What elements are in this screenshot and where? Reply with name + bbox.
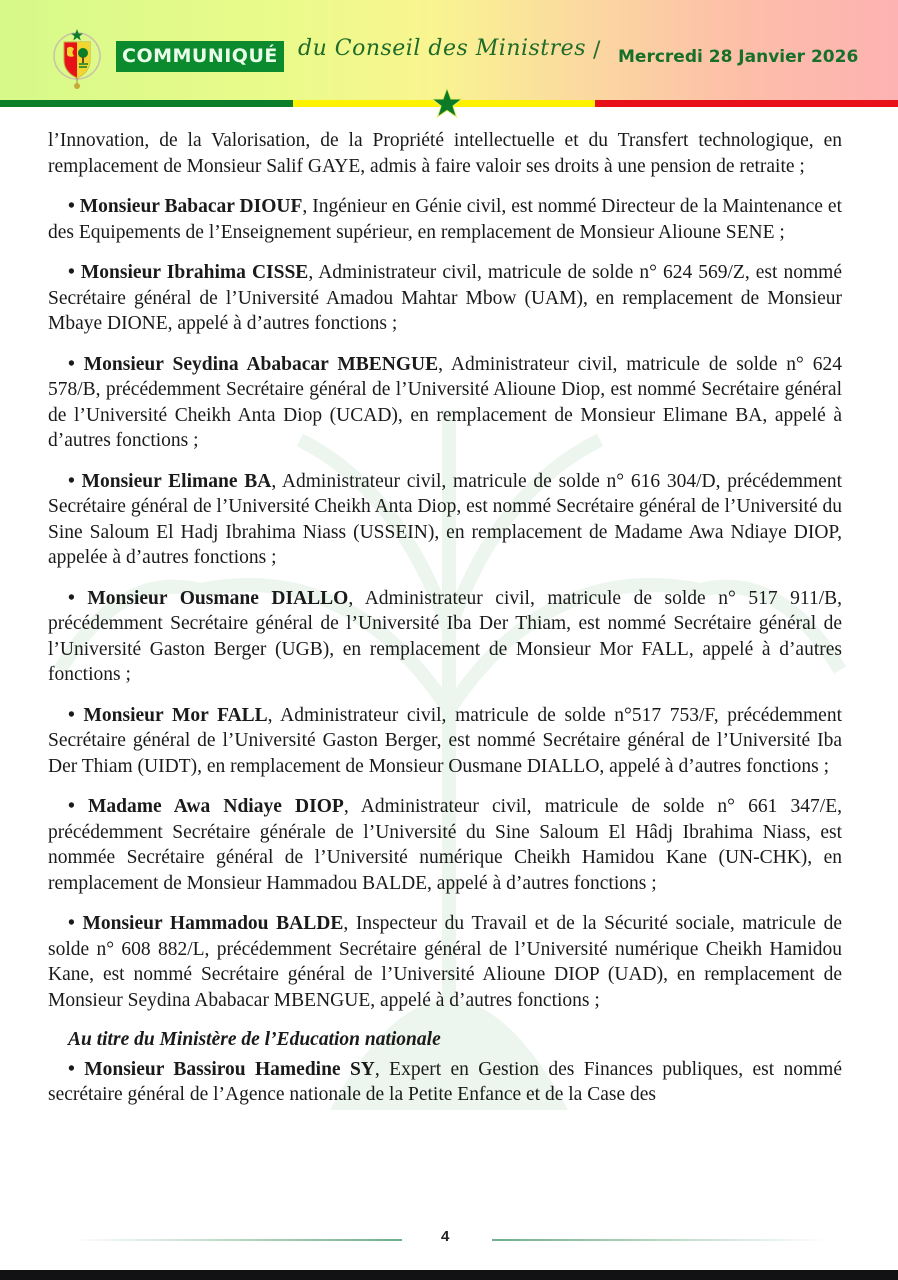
appointment-text: , Administrateur civil, matricule de solde n° 616 304/D, précédemment Secrétaire général de l’Université Cheikh Anta Diop, est nommé Secrétaire général de l’Université du Sine Saloum El Hadj Ibrahima Niass (USSEIN), en remplacement de Madame Awa Ndiaye DIOP, appelée à d’autres fonctions ; [48, 470, 843, 568]
appointment-item [48, 911, 842, 1013]
appointee-name: Monsieur Mor FALL [83, 704, 268, 726]
appointment-text: , Administrateur civil, matricule de solde n°517 753/F, précédemment Secrétaire général de l’Université Gaston Berger, est nommé Secrétaire général de l’Université Iba Der Thiam (UIDT), en remplacement de Monsieur Ousmane DIALLO, appelé à d’autres fonctions ; [48, 704, 843, 777]
communique-date: Mercredi 28 Janvier 2026 [618, 47, 859, 67]
appointment-item [48, 260, 842, 337]
flag-stripe-red [595, 100, 898, 107]
bullet-icon: • [68, 262, 75, 283]
appointment-text: , Administrateur civil, matricule de solde n° 661 347/E, précédemment Secrétaire générale de l’Université du Sine Saloum El Hâdj Ibrahima Niass, est nommée Secrétaire général de l’Université numérique Cheikh Hamidou Kane (UN-CHK), en remplacement de Monsieur Hammadou BALDE, appelé à d’autres fonctions ; [48, 796, 843, 894]
appointment-item [48, 703, 842, 780]
appointee-name: Monsieur Hammadou BALDE [82, 913, 344, 934]
bullet-icon: • [68, 1058, 75, 1080]
appointment-text: , Inspecteur du Travail et de la Sécurité sociale, matricule de solde n° 608 882/L, précédemment Secrétaire général de l’Université numérique Cheikh Hamidou Kane, est nommé Secrétaire général de l’Université Alioune DIOP (UAD), en remplacement de Monsieur Seydina Ababacar MBENGUE, appelé à d’autres fonctions ; [48, 913, 842, 1011]
bullet-icon: • [68, 587, 75, 609]
title-separator: / [593, 38, 601, 63]
appointee-name: Madame Awa Ndiaye DIOP [88, 796, 344, 817]
council-of-ministers-title: du Conseil des Ministres [298, 36, 586, 61]
appointee-name: Monsieur Elimane BA [81, 470, 272, 492]
bullet-icon: • [68, 704, 75, 726]
bullet-icon: • [68, 353, 75, 375]
viewer-bottom-bar [0, 1270, 898, 1280]
communique-badge: COMMUNIQUÉ [116, 41, 284, 72]
appointee-name: Monsieur Ibrahima CISSE [80, 262, 309, 283]
appointment-text: , Ingénieur en Génie civil, est nommé Directeur de la Maintenance et des Equipements de l’Enseignement supérieur, en remplacement de Monsieur Alioune SENE ; [48, 196, 842, 243]
appointee-name: Monsieur Bassirou Hamedine SY [84, 1058, 375, 1080]
green-star-icon [430, 86, 464, 120]
section-heading: Au titre du Ministère de l’Education nationale [68, 1029, 441, 1050]
appointment-item [48, 194, 842, 245]
appointee-name: Monsieur Ousmane DIALLO [87, 587, 349, 609]
appointment-item [48, 469, 842, 571]
footer-divider-left [70, 1239, 402, 1241]
bullet-icon: • [68, 913, 75, 934]
footer-divider-right [492, 1239, 828, 1241]
appointment-item [48, 352, 842, 454]
bullet-icon: • [68, 470, 75, 492]
intro-paragraph: l’Innovation, de la Valorisation, de la Propriété intellectuelle et du Transfert technologique, en remplacement de Monsieur Salif GAYE, admis à faire valoir ses droits à une pension de retraite ; [48, 130, 842, 177]
appointment-item [48, 794, 842, 896]
appointee-name: Monsieur Babacar DIOUF [79, 196, 303, 217]
appointment-text: , Expert en Gestion des Finances publiques, est nommé secrétaire général de l’Agence nationale de la Petite Enfance et de la Case des [48, 1058, 842, 1105]
document-body [48, 128, 842, 1123]
appointment-item [48, 1057, 842, 1108]
bullet-icon: • [68, 196, 75, 217]
bullet-icon: • [68, 796, 75, 817]
page-number: 4 [441, 1228, 450, 1245]
appointment-text: , Administrateur civil, matricule de solde n° 517 911/B, précédemment Secrétaire général de l’Université Iba Der Thiam, est nommé Secrétaire général de l’Université Gaston Berger (UGB), en remplacement de Monsieur Mor FALL, appelé à d’autres fonctions ; [48, 587, 842, 685]
appointment-text: , Administrateur civil, matricule de solde n° 624 578/B, précédemment Secrétaire général de l’Université Alioune Diop, est nommé Secrétaire général de l’Université Cheikh Anta Diop (UCAD), en remplacement de Monsieur Elimane BA, appelé à d’autres fonctions ; [48, 353, 843, 451]
appointment-text: , Administrateur civil, matricule de solde n° 624 569/Z, est nommé Secrétaire général de l’Université Amadou Mahtar Mbow (UAM), en remplacement de Monsieur Mbaye DIONE, appelé à d’autres fonctions ; [48, 262, 843, 334]
appointment-item [48, 586, 842, 688]
appointee-name: Monsieur Seydina Ababacar MBENGUE [83, 353, 439, 375]
senegal-coat-of-arms-icon [50, 28, 104, 90]
flag-stripe-green [0, 100, 293, 107]
